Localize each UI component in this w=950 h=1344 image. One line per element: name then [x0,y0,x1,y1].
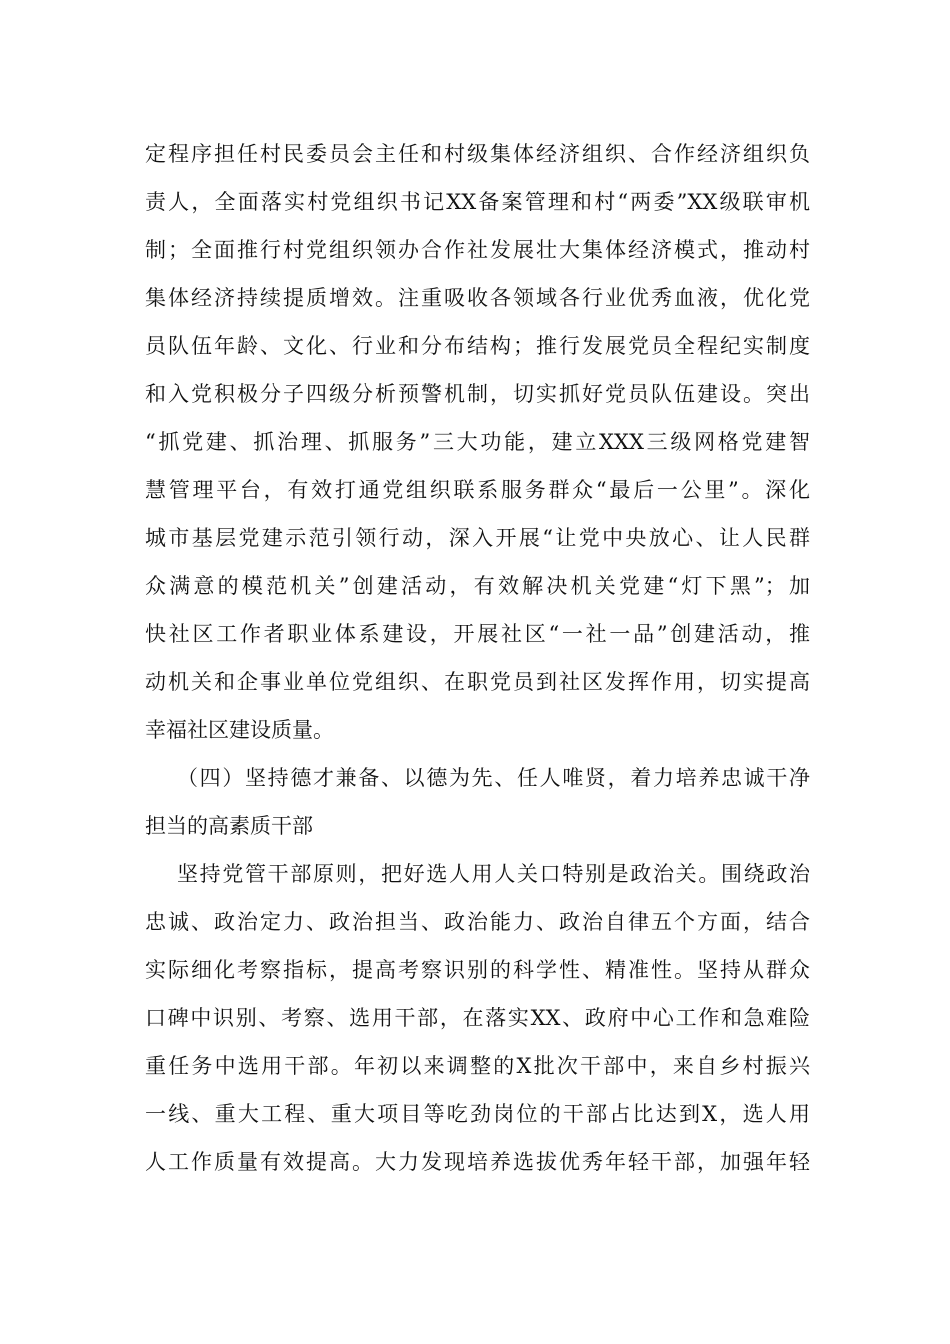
paragraph-line-10: 众满意的模范机关”创建活动，有效解决机关党建“灯下黑”；加 [145,574,810,598]
paragraph-line-14: 坚持党管干部原则，把好选人用人关口特别是政治关。围绕政治 [177,862,810,886]
paragraph-line-17: 口碑中识别、考察、选用干部，在落实XX、政府中心工作和急难险 [145,1006,810,1030]
section-heading-line-2: 担当的高素质干部 [145,814,313,838]
paragraph-line-5: 员队伍年龄、文化、行业和分布结构；推行发展党员全程纪实制度 [145,334,810,358]
paragraph-line-19: 一线、重大工程、重大项目等吃劲岗位的干部占比达到X，选人用 [145,1102,810,1126]
paragraph-line-7: “抓党建、抓治理、抓服务”三大功能，建立XXX三级网格党建智 [145,430,810,454]
paragraph-line-12: 动机关和企事业单位党组织、在职党员到社区发挥作用，切实提高 [145,670,810,694]
paragraph-line-18: 重任务中选用干部。年初以来调整的X批次干部中，来自乡村振兴 [145,1054,810,1078]
paragraph-line-2: 责人，全面落实村党组织书记XX备案管理和村“两委”XX级联审机 [145,190,810,214]
paragraph-line-3: 制；全面推行村党组织领办合作社发展壮大集体经济模式，推动村 [145,238,810,262]
paragraph-line-9: 城市基层党建示范引领行动，深入开展“让党中央放心、让人民群 [145,526,810,550]
paragraph-line-13: 幸福社区建设质量。 [145,718,334,742]
paragraph-line-1: 定程序担任村民委员会主任和村级集体经济组织、合作经济组织负 [145,142,810,166]
section-heading-line-1: （四）坚持德才兼备、以德为先、任人唯贤，着力培养忠诚干净 [177,766,810,790]
paragraph-line-4: 集体经济持续提质增效。注重吸收各领域各行业优秀血液，优化党 [145,286,810,310]
paragraph-line-11: 快社区工作者职业体系建设，开展社区“一社一品”创建活动，推 [145,622,810,646]
paragraph-line-6: 和入党积极分子四级分析预警机制，切实抓好党员队伍建设。突出 [145,382,810,406]
paragraph-line-15: 忠诚、政治定力、政治担当、政治能力、政治自律五个方面，结合 [145,910,810,934]
paragraph-line-20: 人工作质量有效提高。大力发现培养选拔优秀年轻干部，加强年轻 [145,1150,810,1174]
paragraph-line-8: 慧管理平台，有效打通党组织联系服务群众“最后一公里”。深化 [145,478,810,502]
paragraph-line-16: 实际细化考察指标，提高考察识别的科学性、精准性。坚持从群众 [145,958,810,982]
